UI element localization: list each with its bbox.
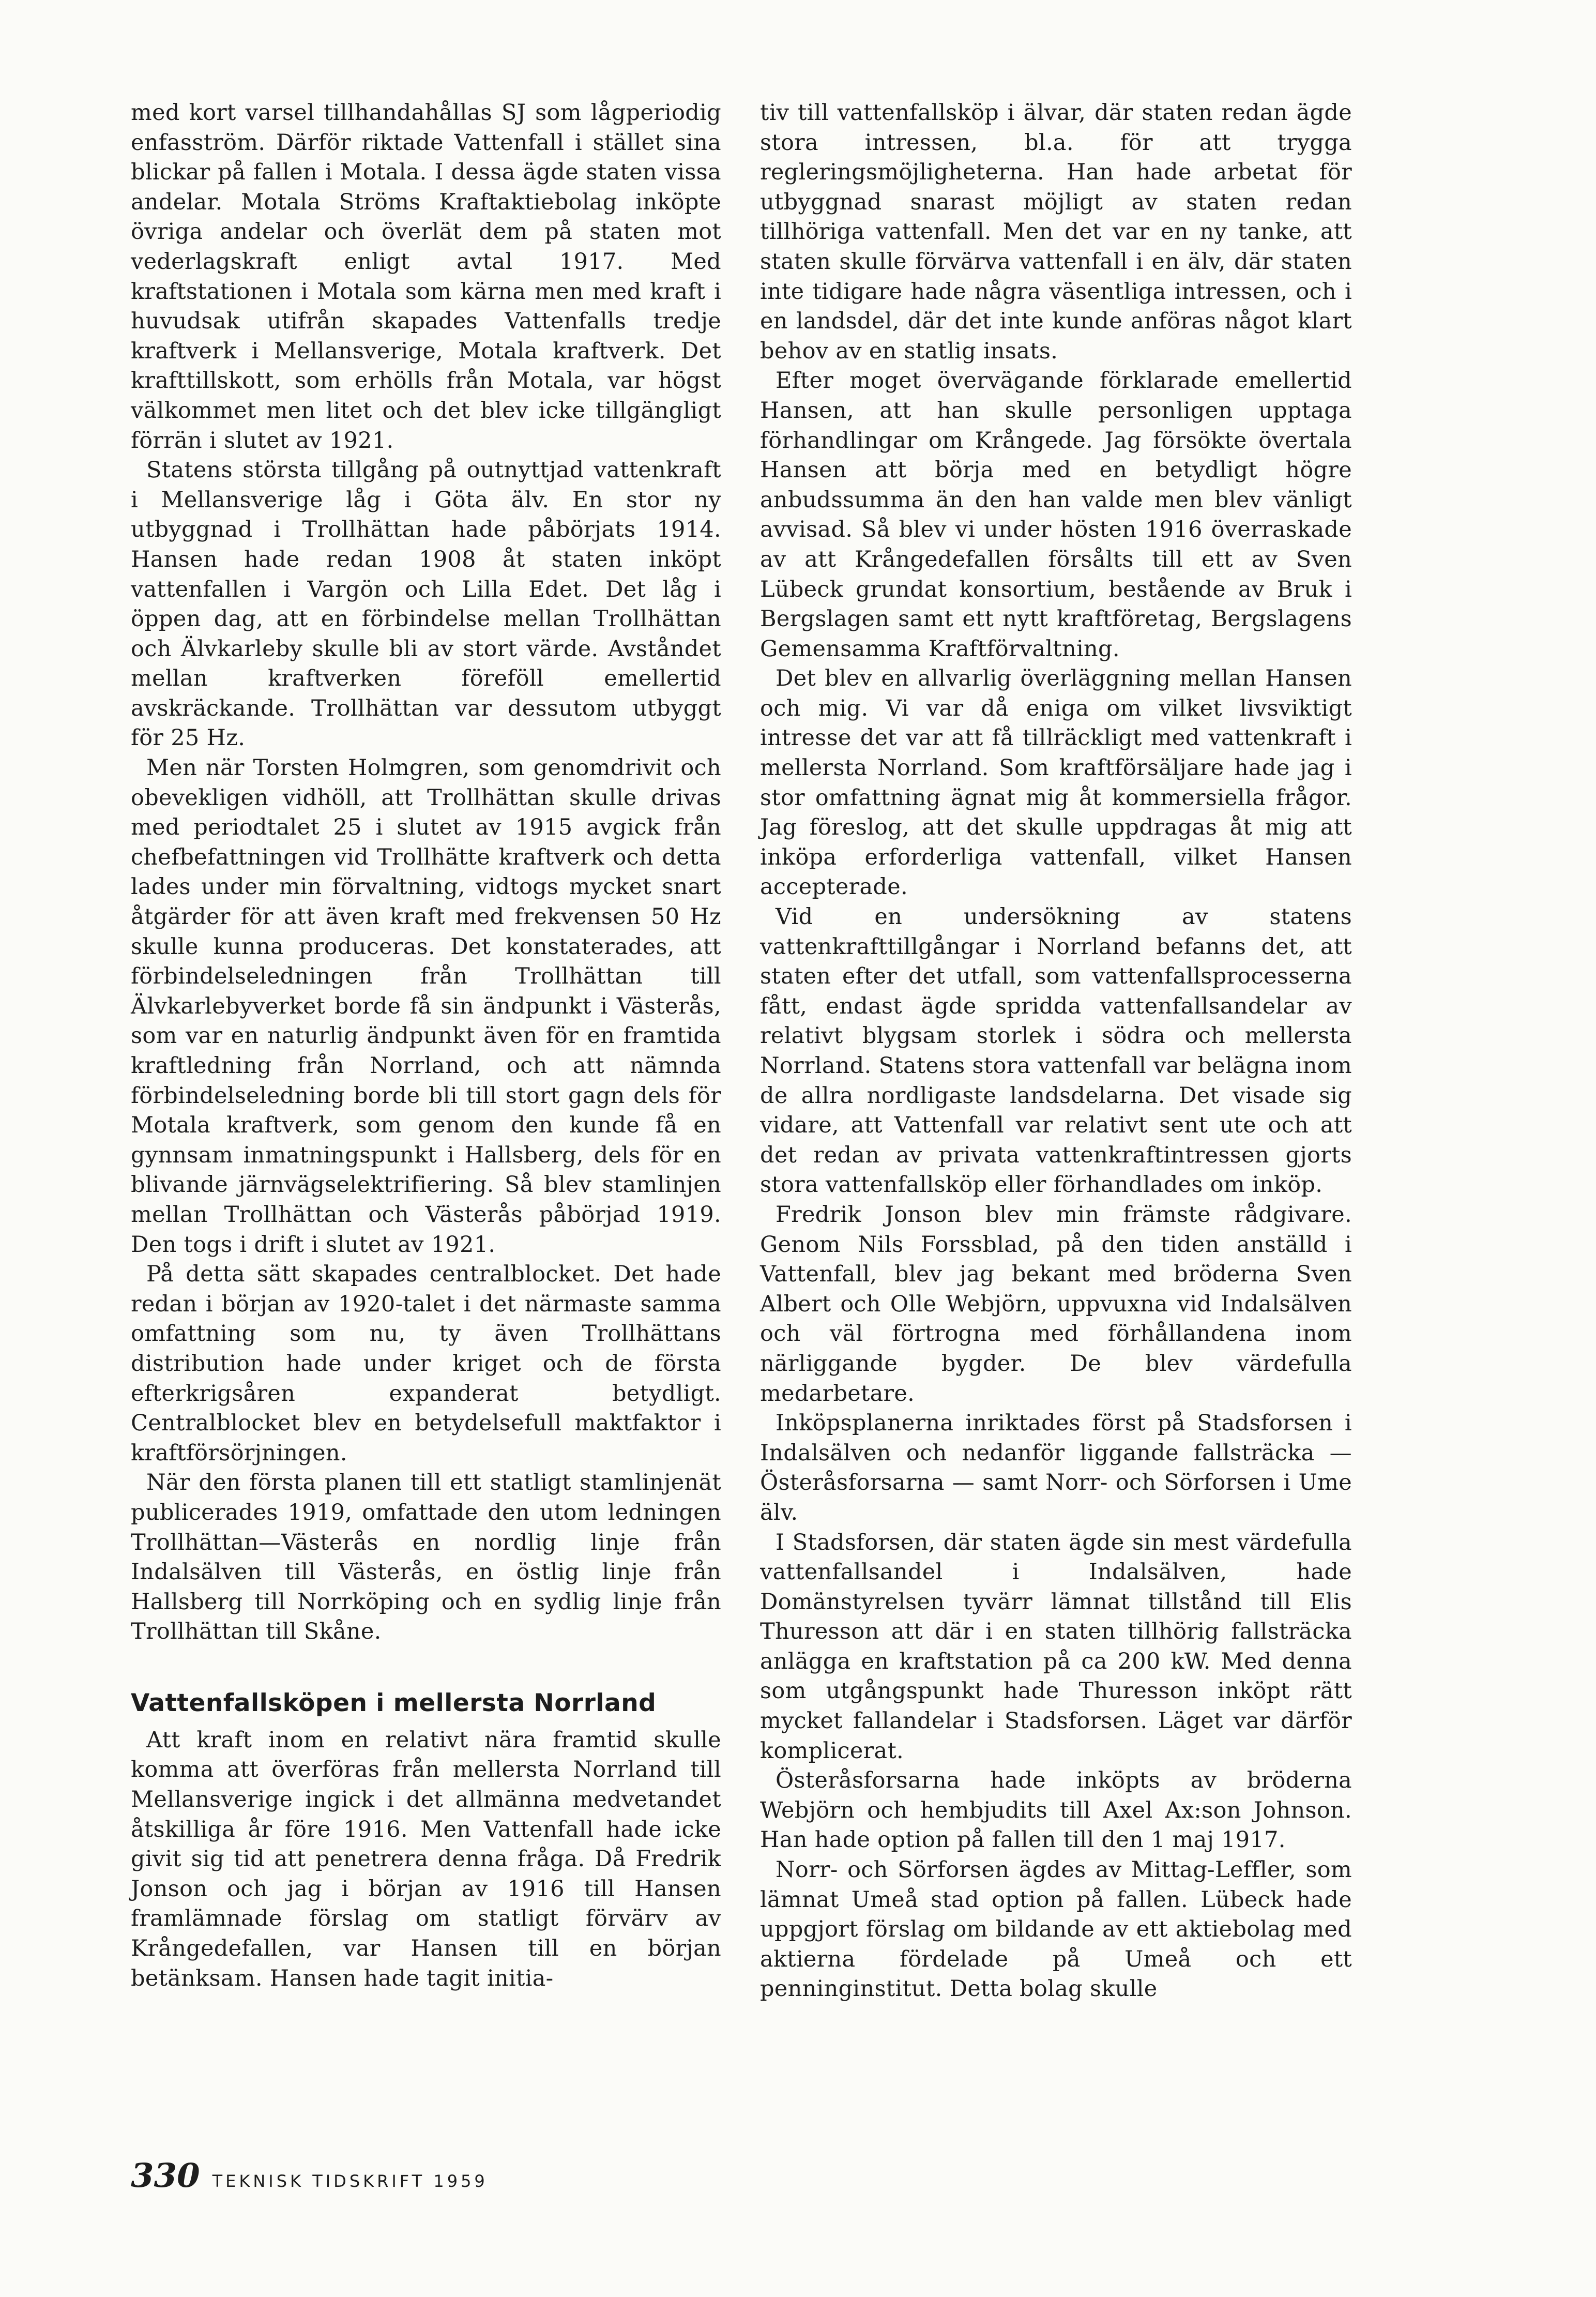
page-number: 330: [131, 2156, 200, 2195]
left-column: [131, 98, 721, 1993]
body-paragraph: Inköpsplanerna inriktades först på Stadsforsen i Indalsälven och nedanför liggande fallsträcka — Österåsforsarna — samt Norr- och Sörforsen i Ume älv.: [760, 1410, 1352, 1525]
body-paragraph: Men när Torsten Holmgren, som genomdrivit och obevekligen vidhöll, att Trollhättan skulle drivas med periodtalet 25 i slutet av 1915 avgick från chefbefattningen vid Trollhätte kraftverk och detta lades under min förvaltning, vidtogs mycket snart åtgärder för att även kraft med frekvensen 50 Hz skulle kunna produceras. Det konstaterades, att förbindelseledningen från Trollhättan till Älvkarlebyverket borde få sin ändpunkt i Västerås, som var en naturlig ändpunkt även för en framtida kraftledning från Norrland, och att nämnda förbindelseledning borde bli till stort gagn dels för Motala kraftverk, som genom den kunde få en gynnsam inmatningspunkt i Hallsberg, dels för en blivande järnvägselektrifiering. Så blev stamlinjen mellan Trollhättan och Västerås påbörjad 1919. Den togs i drift i slutet av 1921.: [131, 755, 721, 1258]
body-paragraph: I Stadsforsen, där staten ägde sin mest värdefulla vattenfallsandel i Indalsälven, hade Domänstyrelsen tyvärr lämnat tillstånd till Elis Thuresson att där i en staten tillhörig fallsträcka anlägga en kraftstation på ca 200 kW. Med denna som utgångspunkt hade Thuresson inköpt rätt mycket fallandelar i Stadsforsen. Läget var därför komplicerat.: [760, 1529, 1352, 1764]
body-paragraph: Vid en undersökning av statens vattenkrafttillgångar i Norrland befanns det, att staten efter det utfall, som vattenfallsprocesserna fått, endast ägde spridda vattenfallsandelar av relativt blygsam storlek i södra och mellersta Norrland. Statens stora vattenfall var belägna inom de allra nordligaste landsdelarna. Det visade sig vidare, att Vattenfall var relativt sent ute och att det redan av privata vattenkraftintressen gjorts stora vattenfallsköp eller förhandlades om inköp.: [760, 904, 1352, 1198]
body-paragraph: När den första planen till ett statligt stamlinjenät publicerades 1919, omfattade den utom ledningen Trollhättan—Västerås en nordlig linje från Indalsälven till Västerås, en östlig linje från Hallsberg till Norrköping och en sydlig linje från Trollhättan till Skåne.: [131, 1470, 721, 1645]
body-paragraph: Norr- och Sörforsen ägdes av Mittag-Leffler, som lämnat Umeå stad option på fallen. Lübeck hade uppgjort förslag om bildande av ett aktiebolag med aktierna fördelade på Umeå och ett penninginstitut. Detta bolag skulle: [760, 1857, 1352, 2002]
body-paragraph: Fredrik Jonson blev min främste rådgivare. Genom Nils Forssblad, på den tiden anställd i Vattenfall, blev jag bekant med bröderna Sven Albert och Olle Webjörn, uppvuxna vid Indalsälven och väl förtrogna med förhållandena inom närliggande bygder. De blev värdefulla medarbetare.: [760, 1201, 1352, 1407]
body-paragraph: Efter moget övervägande förklarade emellertid Hansen, att han skulle personligen upptaga förhandlingar om Krångede. Jag försökte övertala Hansen att börja med en betydligt högre anbudssumma än den han valde men blev vänligt avvisad. Så blev vi under hösten 1916 överraskade av att Krångedefallen försålts till ett av Sven Lübeck grundat konsortium, bestående av Bruk i Bergslagen samt ett nytt kraftföretag, Bergslagens Gemensamma Kraftförvaltning.: [760, 368, 1352, 662]
page-footer: [131, 2156, 488, 2195]
body-paragraph: Statens största tillgång på outnyttjad vattenkraft i Mellansverige låg i Göta älv. En stor ny utbyggnad i Trollhättan hade påbörjats 1914. Hansen hade redan 1908 åt staten inköpt vattenfallen i Vargön och Lilla Edet. Det låg i öppen dag, att en förbindelse mellan Trollhättan och Älvkarleby skulle bli av stort värde. Avståndet mellan kraftverken föreföll emellertid avskräckande. Trollhättan var dessutom utbyggt för 25 Hz.: [131, 457, 721, 751]
body-paragraph: På detta sätt skapades centralblocket. Det hade redan i början av 1920-talet i det närmaste samma omfattning som nu, ty även Trollhättans distribution hade under kriget och de första efterkrigsåren expanderat betydligt. Centralblocket blev en betydelsefull maktfaktor i kraftförsörjningen.: [131, 1261, 721, 1466]
body-paragraph: Det blev en allvarlig överläggning mellan Hansen och mig. Vi var då eniga om vilket livsviktigt intresse det var att få tillräckligt med vattenkraft i mellersta Norrland. Som kraftförsäljare hade jag i stor omfattning ägnat mig åt kommersiella frågor. Jag föreslog, att det skulle uppdragas åt mig att inköpa erforderliga vattenfall, vilket Hansen accepterade.: [760, 666, 1352, 900]
body-paragraph: Österåsforsarna hade inköpts av bröderna Webjörn och hembjudits till Axel Ax:son Johnson. Han hade option på fallen till den 1 maj 1917.: [760, 1767, 1352, 1853]
journal-name: TEKNISK TIDSKRIFT 1959: [212, 2171, 488, 2191]
body-paragraph: tiv till vattenfallsköp i älvar, där staten redan ägde stora intressen, bl.a. för att trygga regleringsmöjligheterna. Han hade arbetat för utbyggnad snarast möjligt av staten redan tillhöriga vattenfall. Men det var en ny tanke, att staten skulle förvärva vattenfall i en älv, där staten inte tidigare hade några väsentliga intressen, och i en landsdel, där det inte kunde anföras något klart behov av en statlig insats.: [760, 100, 1352, 364]
body-paragraph: med kort varsel tillhandahållas SJ som lågperiodig enfasström. Därför riktade Vattenfall i stället sina blickar på fallen i Motala. I dessa ägde staten vissa andelar. Motala Ströms Kraftaktiebolag inköpte övriga andelar och överlät dem på staten mot vederlagskraft enligt avtal 1917. Med kraftstationen i Motala som kärna men med kraft i huvudsak utifrån skapades Vattenfalls tredje kraftverk i Mellansverige, Motala kraftverk. Det krafttillskott, som erhölls från Motala, var högst välkommet men litet och det blev icke tillgängligt förrän i slutet av 1921.: [131, 100, 721, 454]
body-paragraph: Att kraft inom en relativt nära framtid skulle komma att överföras från mellersta Norrland till Mellansverige ingick i det allmänna medvetandet åtskilliga år före 1916. Men Vattenfall hade icke givit sig tid att penetrera denna fråga. Då Fredrik Jonson och jag i början av 1916 till Hansen framlämnade förslag om statligt förvärv av Krångedefallen, var Hansen till en början betänksam. Hansen hade tagit initia-: [131, 1727, 721, 1991]
section-heading: Vattenfallsköpen i mellersta Norrland: [131, 1688, 657, 1717]
right-column: [760, 98, 1352, 2004]
